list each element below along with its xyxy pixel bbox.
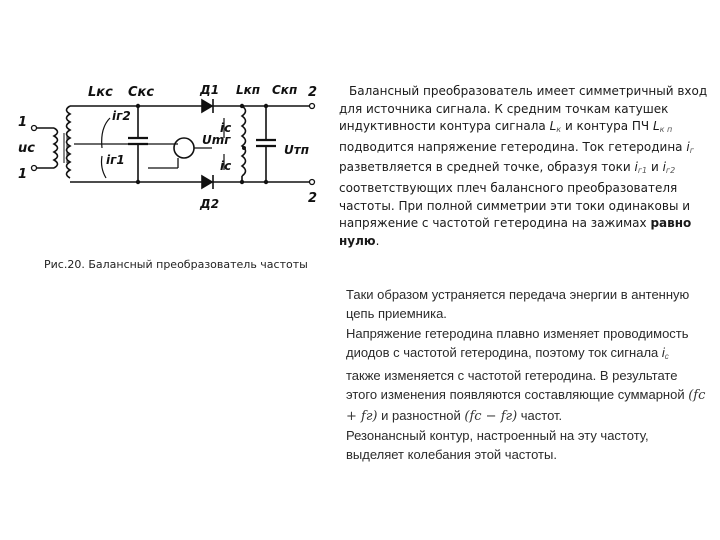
input-terminal-top [32, 126, 37, 131]
label-ic-bottom: iс [220, 159, 232, 173]
balanced-converter-schematic [14, 78, 330, 228]
input-coil [54, 128, 58, 168]
paragraph-frequency-mixing [346, 285, 706, 465]
generator-circle [174, 138, 194, 158]
label-ic-top: iс [220, 121, 232, 135]
diode-d2 [202, 176, 212, 188]
diode-d1 [202, 100, 212, 112]
label-d1: Д1 [200, 83, 220, 97]
label-lkp: Lкп [236, 83, 261, 97]
label-umg: Umг [202, 133, 231, 147]
para2-line1: Таки образом устраняется передача энергии в антенную цепь приемника. [346, 287, 690, 322]
label-ump: Uтп [284, 143, 309, 157]
input-terminal-bottom [32, 166, 37, 171]
lkp-coil [242, 106, 246, 176]
output-terminal-bottom [310, 180, 315, 185]
paragraph-balanced-converter: Балансный преобразователь имеет симметричный вход для источника сигнала. К средним точкам катушек индуктивности контура сигнала $L_к$ и контура ПЧ $L_{к п}$ подводится напряжение гетеродина. Ток гетеродина $i_г$ разветвляется в средней точке, образуя токи $i_{г1}$ и $i_{г2}$ соответствующих плеч балансного преобразователя частоты. При полной симметрии эти токи одинаковы и напряжение с частотой гетеродина на зажимах равно нулю. [339, 84, 708, 248]
figure-caption: Рис.20. Балансный преобразователь частоты [44, 258, 308, 271]
label-in-bottom: 1 [18, 167, 28, 182]
label-in-top: 1 [18, 115, 28, 130]
label-out-bottom: 2 [308, 191, 318, 206]
label-out-top: 2 [308, 85, 318, 100]
label-d2: Д2 [200, 197, 220, 211]
label-lkc: Lкс [88, 85, 113, 100]
label-ig1: iг1 [106, 153, 125, 167]
para2-line2: Напряжение гетеродина плавно изменяет проводимость диодов с частотой гетеродина, поэтому ток сигнала $i_c$ также изменяется с частотой гетеродина. В результате этого изменения появляются составляющие суммарной (fc + fг) и разностной (fc − fг) частот. [346, 325, 706, 424]
label-ckc: Скс [128, 85, 155, 100]
output-terminal-top [310, 104, 315, 109]
para2-line3: Резонансный контур, настроенный на эту частоту, выделяет колебания этой частоты. [346, 428, 649, 463]
label-ckp: Скп [272, 83, 298, 97]
label-in-uc: uс [18, 141, 35, 156]
label-ig2: iг2 [112, 109, 131, 123]
